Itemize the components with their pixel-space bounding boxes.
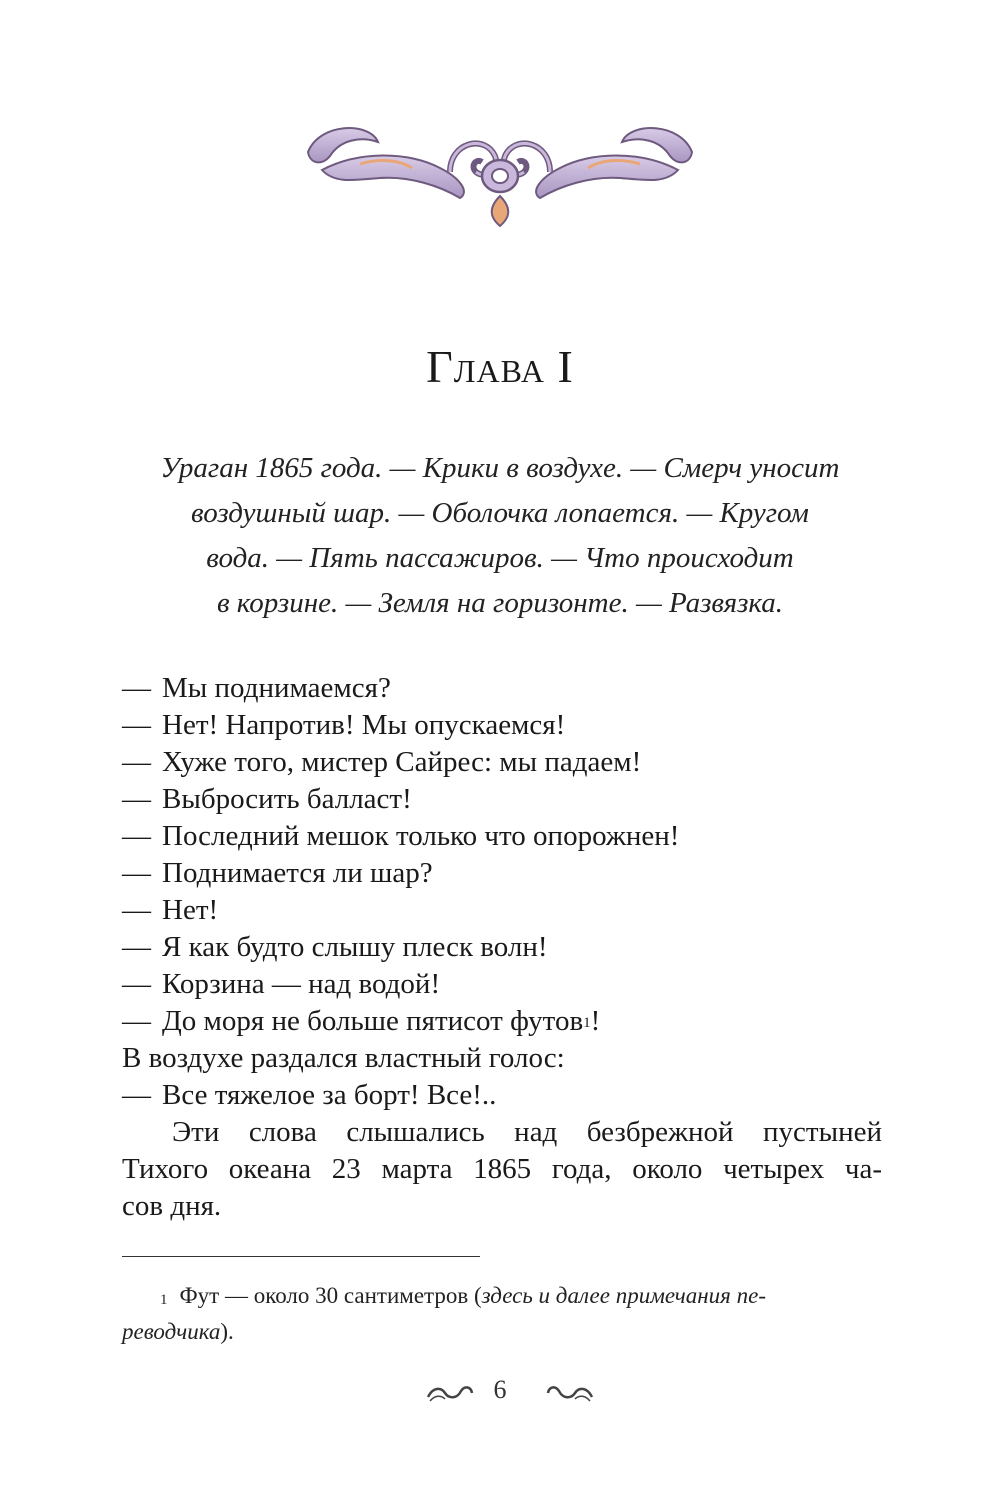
dialogue-line [122,929,882,966]
ornament-top [300,112,700,230]
dialogue-text: Корзина — над водой! [162,968,441,1000]
squiggle-right-icon [545,1381,595,1405]
squiggle-left-icon [425,1381,475,1405]
page-number: 6 [493,1375,507,1404]
paragraph-line: сов дня. [122,1190,222,1222]
dialogue-line [122,966,882,1003]
dialogue-line [122,1077,882,1114]
footnote-tail: ). [220,1319,234,1344]
dash: — [122,709,151,741]
chapter-title [0,340,1000,393]
dash: — [122,1005,151,1037]
dialogue-text: Поднимается ли шар? [162,857,433,889]
dialogue-line [122,892,882,929]
chapter-number: I [557,341,574,392]
dialogue-text: Нет! [162,894,219,926]
dialogue-line [122,707,882,744]
page-footer [0,1375,1000,1415]
footnote-italic: здесь и далее примечания пе- [481,1283,766,1308]
dialogue-text: Я как будто слышу плеск волн! [162,931,548,963]
dialogue-line [122,744,882,781]
dialogue-line [122,781,882,818]
footnote-divider [122,1256,480,1257]
summary-line: Ураган 1865 года. — Крики в воздухе. — Смерч уносит [160,452,840,484]
footnote-reference[interactable]: 1 [583,1015,591,1031]
dialogue-tail: ! [590,1005,601,1037]
dash: — [122,857,151,889]
dialogue-text: Хуже того, мистер Сайрес: мы падаем! [162,746,642,778]
summary-line: вода. — Пять пассажиров. — Что происходит [206,542,794,574]
dash: — [122,820,151,852]
chapter-summary [100,446,900,626]
dash: — [122,894,151,926]
dash: — [122,672,151,704]
dialogue-text: Мы поднимаемся? [162,672,391,704]
dialogue-line [122,1003,882,1040]
dialogue-text: Последний мешок только что опорожнен! [162,820,680,852]
dash: — [122,1079,151,1111]
paragraph-line: Тихого океана 23 марта 1865 года, около четырех ча- [122,1153,882,1185]
dialogue-line [122,818,882,855]
summary-line: воздушный шар. — Оболочка лопается. — Кругом [191,497,809,529]
dash: — [122,931,151,963]
footnote-text: Фут — около 30 сантиметров ( [179,1283,482,1308]
dialogue-text: Выбросить балласт! [162,783,412,815]
dash: — [122,783,151,815]
narration-line: В воздухе раздался властный голос: [122,1042,565,1074]
dialogue-line [122,855,882,892]
footnote [122,1278,882,1350]
dialogue-text: Нет! Напротив! Мы опускаемся! [162,709,566,741]
dialogue-text: До моря не больше пятисот футов [162,1005,584,1037]
dialogue-text: Все тяжелое за борт! Все!.. [162,1079,497,1111]
dash: — [122,746,151,778]
footnote-mark: 1 [160,1292,168,1308]
chapter-title-word: Глава [426,341,545,392]
dash: — [122,968,151,1000]
body-text [122,670,882,1225]
dialogue-line [122,670,882,707]
footnote-italic-cont: реводчика [122,1319,221,1344]
summary-line: в корзине. — Земля на горизонте. — Развязка. [216,587,784,619]
paragraph-line: Эти слова слышались над безбрежной пустыней [172,1116,882,1148]
